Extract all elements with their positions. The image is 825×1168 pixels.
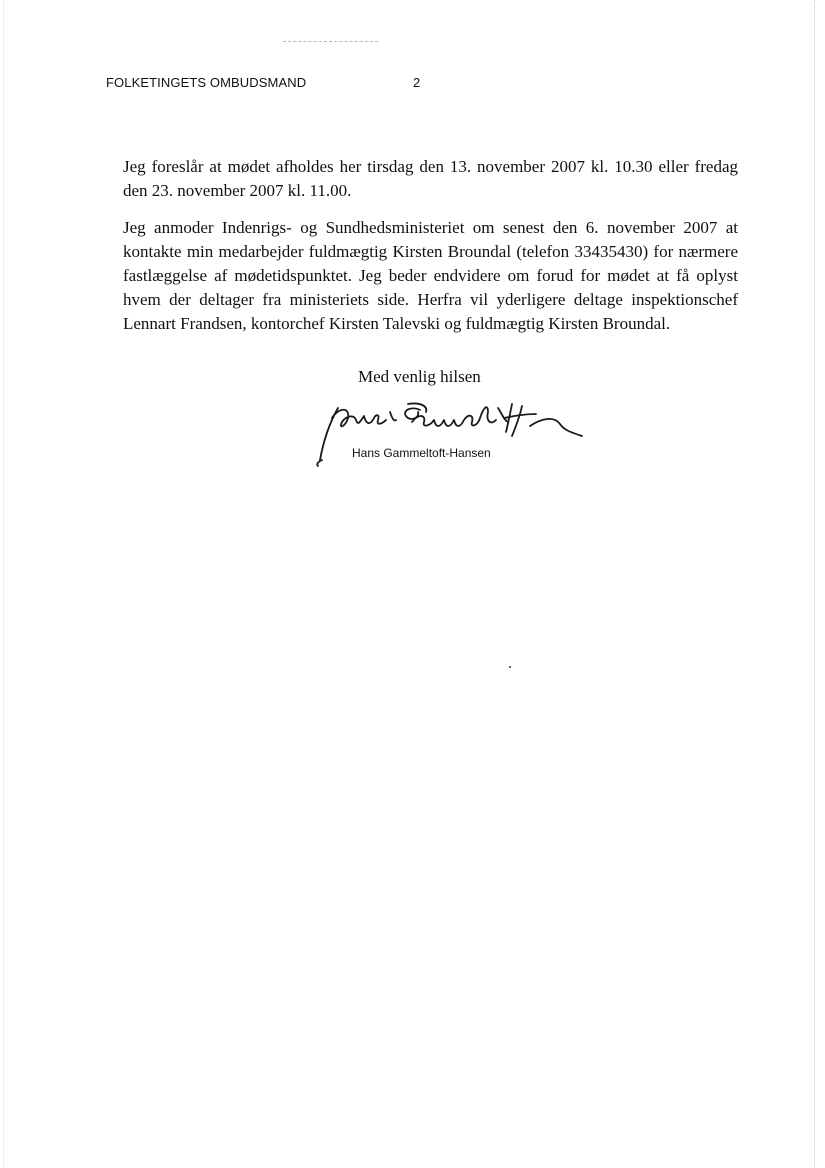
- scan-artifact-line: [283, 41, 378, 42]
- closing-salutation: Med venlig hilsen: [358, 367, 481, 386]
- scan-edge-right: [814, 0, 815, 1168]
- body-paragraph-meeting-proposal: Jeg foreslår at mødet afholdes her tirsdag den 13. november 2007 kl. 10.30 eller fredag den 23. november 2007 kl. 11.00.: [123, 157, 738, 200]
- page-number: 2: [413, 75, 421, 90]
- body-paragraph-contact-request: Jeg anmoder Indenrigs- og Sundhedsministeriet om senest den 6. november 2007 at kontakte min medarbejder fuldmægtig Kirsten Broundal (telefon 33435430) for nærmere fastlæggelse af mødetidspunktet. Jeg beder endvidere om forud for mødet at få oplyst hvem der deltager fra ministeriets side. Herfra vil yderligere deltage inspektionschef Lennart Frandsen, kontorchef Kirsten Talevski og fuldmægtig Kirsten Broundal.: [123, 218, 738, 333]
- scan-speck: [509, 666, 511, 668]
- organization-name: FOLKETINGETS OMBUDSMAND: [106, 75, 307, 90]
- signer-name: Hans Gammeltoft-Hansen: [352, 446, 491, 460]
- scan-edge-left: [3, 0, 4, 1168]
